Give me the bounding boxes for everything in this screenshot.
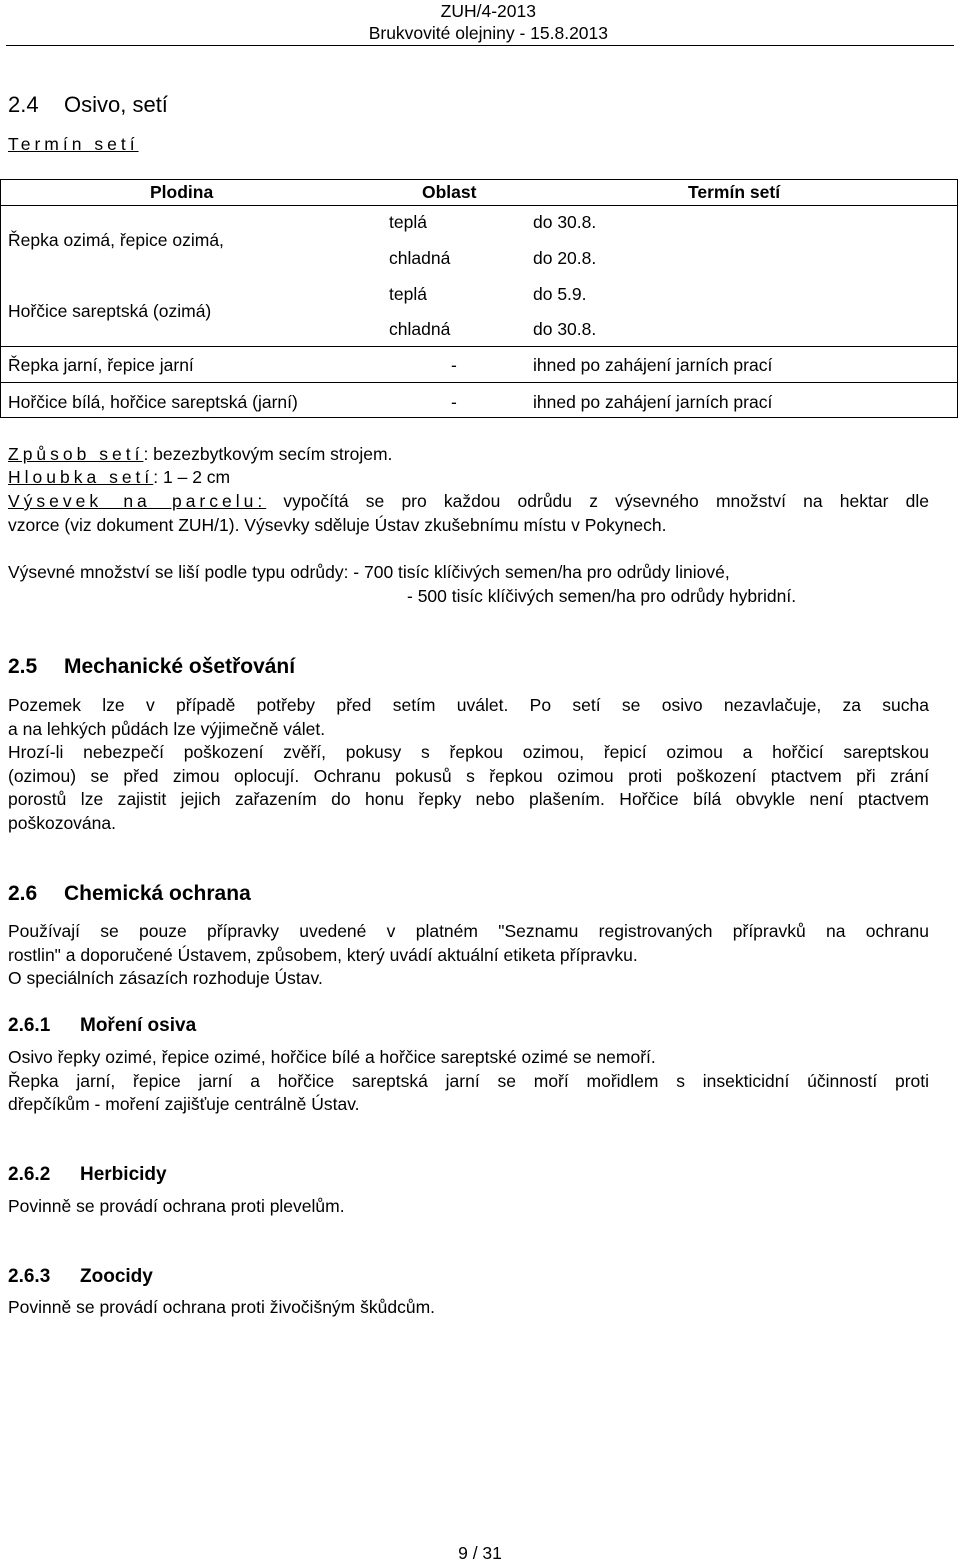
mechanical-paragraph-1 bbox=[8, 694, 929, 741]
paragraph-line: poškozována. bbox=[8, 812, 116, 833]
page-header bbox=[369, 0, 608, 44]
page-number: 9 / 31 bbox=[458, 1543, 502, 1563]
seed-rate-line-2: - 500 tisíc klíčivých semen/ha pro odrůdy hybridní. bbox=[407, 586, 797, 606]
table-header-crop: Plodina bbox=[150, 182, 214, 202]
section-heading-2-6-3 bbox=[8, 1266, 153, 1288]
table-rule bbox=[0, 346, 958, 347]
table-cell-term: ihned po zahájení jarních prací bbox=[533, 392, 773, 412]
table-header-region: Oblast bbox=[422, 182, 477, 202]
section-title: Chemická ochrana bbox=[64, 882, 251, 905]
table-row-crop: Řepka ozimá, řepice ozimá, bbox=[8, 230, 224, 250]
table-row-crop: Řepka jarní, řepice jarní bbox=[8, 355, 194, 375]
section-heading-2-5 bbox=[8, 655, 295, 679]
section-title: Mechanické ošetřování bbox=[64, 655, 296, 678]
herbicides-text: Povinně se provádí ochrana proti plevelům. bbox=[8, 1196, 345, 1216]
paragraph-line: Pozemek lze v případě potřeby před setím uválet. Po setí se osivo nezavlačuje, za sucha bbox=[8, 695, 929, 715]
paragraph-line: a na lehkých půdách lze výjimečně válet. bbox=[8, 718, 326, 739]
term-label: Termín setí bbox=[8, 134, 139, 154]
field-value: : bezezbytkovým secím strojem. bbox=[143, 444, 393, 464]
table-cell-region: teplá bbox=[389, 212, 427, 232]
table-header-term: Termín setí bbox=[688, 182, 781, 202]
paragraph-line: rostlin" a doporučené Ústavem, způsobem, který uvádí aktuální etiketa přípravku. bbox=[8, 944, 638, 965]
plot-rate-paragraph bbox=[8, 490, 929, 537]
field-label: Výsevek na parcelu: bbox=[8, 491, 267, 511]
section-title: Moření osiva bbox=[80, 1015, 197, 1036]
section-number: 2.5 bbox=[8, 655, 38, 678]
table-cell-term: do 30.8. bbox=[533, 212, 597, 232]
table-cell-region: - bbox=[451, 355, 457, 375]
paragraph-line: vzorce (viz dokument ZUH/1). Výsevky sděluje Ústav zkušebnímu místu v Pokynech. bbox=[8, 514, 667, 535]
paragraph-line: O speciálních zásazích rozhoduje Ústav. bbox=[8, 968, 323, 988]
table-cell-term: ihned po zahájení jarních prací bbox=[533, 355, 773, 375]
mechanical-paragraph-2 bbox=[8, 741, 929, 835]
section-heading-2-4 bbox=[8, 92, 168, 118]
table-cell-region: chladná bbox=[389, 248, 451, 268]
table-cell-term: do 20.8. bbox=[533, 248, 597, 268]
field-label: Hloubka setí bbox=[8, 467, 154, 487]
paragraph-line: dřepčíkům - moření zajišťuje centrálně Ústav. bbox=[8, 1094, 360, 1114]
section-number: 2.6.1 bbox=[8, 1015, 51, 1036]
paragraph-line: Osivo řepky ozimé, řepice ozimé, hořčice bílé a hořčice sareptské ozimé se nemoří. bbox=[8, 1047, 656, 1067]
zoocides-text: Povinně se provádí ochrana proti živočišným škůdcům. bbox=[8, 1297, 436, 1317]
document-code: ZUH/4-2013 bbox=[440, 1, 536, 21]
table-rule bbox=[0, 205, 958, 206]
chemical-paragraph bbox=[8, 920, 929, 991]
paragraph-line: Používají se pouze přípravky uvedené v platném "Seznamu registrovaných přípravků na ochranu bbox=[8, 921, 929, 941]
seed-rate-line-1: Výsevné množství se liší podle typu odrůdy: - 700 tisíc klíčivých semen/ha pro odrůdy liniové, bbox=[8, 562, 730, 582]
table-cell-region: teplá bbox=[389, 284, 427, 304]
field-label: Způsob setí bbox=[8, 444, 144, 464]
section-heading-2-6-1 bbox=[8, 1015, 196, 1037]
table-row-crop: Hořčice bílá, hořčice sareptská (jarní) bbox=[8, 392, 298, 412]
table-cell-region: chladná bbox=[389, 319, 451, 339]
table-cell-term: do 5.9. bbox=[533, 284, 587, 304]
section-heading-2-6 bbox=[8, 882, 251, 906]
section-number: 2.6 bbox=[8, 882, 38, 905]
document-subtitle: Brukvovité olejniny - 15.8.2013 bbox=[368, 23, 608, 43]
field-value: vypočítá se pro každou odrůdu z výsevného množství na hektar dle bbox=[283, 491, 929, 511]
sowing-method bbox=[8, 444, 392, 465]
section-heading-2-6-2 bbox=[8, 1164, 167, 1186]
seed-treatment-paragraph bbox=[8, 1046, 929, 1117]
paragraph-line: Hrozí-li nebezpečí poškození zvěří, pokusy s řepkou ozimou, řepicí ozimou a hořčicí sareptskou bbox=[8, 742, 929, 762]
field-value: : 1 – 2 cm bbox=[153, 467, 231, 487]
section-title: Osivo, setí bbox=[64, 92, 168, 117]
table-rule bbox=[0, 382, 958, 383]
paragraph-line: (ozimou) se před zimou oplocují. Ochranu pokusů s řepkou ozimou proti poškození ptactvem při zrání bbox=[8, 765, 929, 786]
table-row-crop: Hořčice sareptská (ozimá) bbox=[8, 301, 212, 321]
paragraph-line: Řepka jarní, řepice jarní a hořčice sareptská jarní se moří mořidlem s insekticidní účinností proti bbox=[8, 1070, 929, 1091]
section-title: Herbicidy bbox=[80, 1164, 167, 1185]
section-number: 2.6.3 bbox=[8, 1266, 51, 1287]
section-number: 2.4 bbox=[8, 92, 39, 117]
table-cell-region: - bbox=[451, 392, 457, 412]
table-cell-term: do 30.8. bbox=[533, 319, 597, 339]
sowing-depth bbox=[8, 467, 230, 488]
section-number: 2.6.2 bbox=[8, 1164, 51, 1185]
paragraph-line: porostů lze zajistit jejich zařazením do honu řepky nebo plašením. Hořčice bílá obvykle není ptactvem bbox=[8, 789, 929, 809]
section-title: Zoocidy bbox=[80, 1266, 153, 1287]
header-divider bbox=[6, 45, 954, 46]
